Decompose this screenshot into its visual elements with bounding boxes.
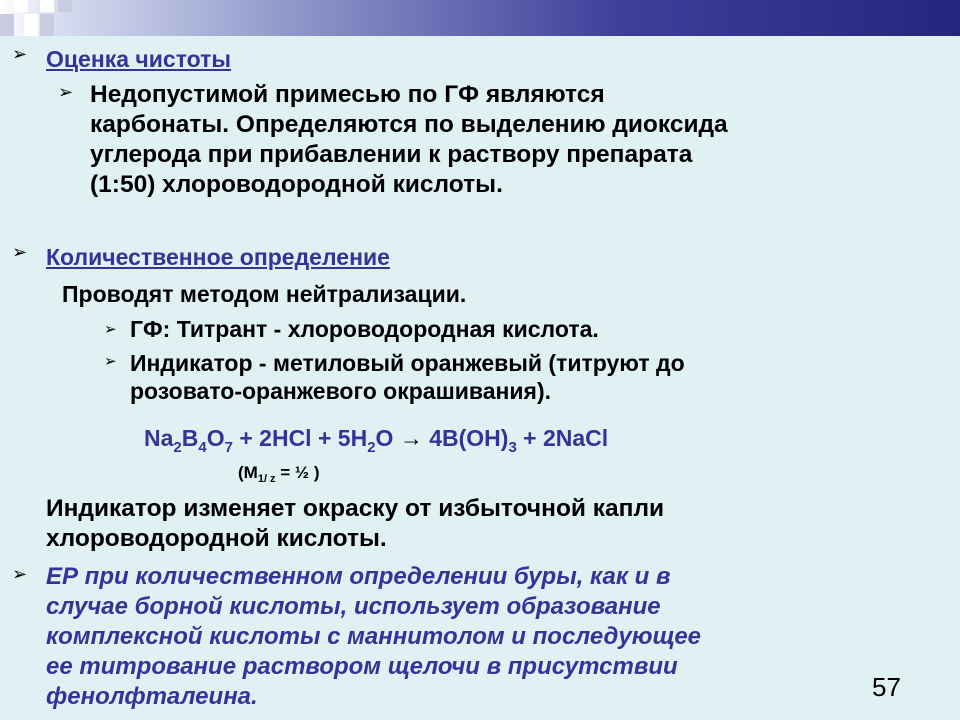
decor-square: [58, 0, 72, 12]
method-text: Проводят методом нейтрализации.: [62, 281, 467, 307]
eq-sub: 2: [367, 439, 376, 456]
text-line: карбонаты. Определяются по выделению диоксида: [90, 111, 728, 138]
text-line: фенолфталеина.: [46, 683, 258, 710]
eq-part: O: [206, 425, 225, 451]
bullet-arrow-icon: ➢: [58, 82, 74, 102]
eq-sub: 3: [508, 439, 517, 456]
bullet-arrow-icon: ➢: [12, 564, 28, 584]
bullet-arrow-icon: ➢: [12, 242, 28, 262]
decor-square: [0, 14, 14, 36]
text-line: случае борной кислоты, использует образование: [46, 593, 661, 620]
molar-sub: 1/ z: [257, 473, 276, 485]
section-heading-assay: Количественное определение: [46, 244, 390, 270]
header-bar: [0, 0, 960, 36]
eq-part: + 2HCl + 5H: [232, 425, 368, 451]
decor-square: [24, 14, 38, 36]
eq-sub: 2: [173, 439, 182, 456]
molar-mass-note: [238, 463, 320, 483]
text-line: Индикатор - метиловый оранжевый (титруют до: [130, 350, 685, 376]
text-line: (1:50) хлороводородной кислоты.: [90, 171, 503, 198]
molar-part: (M: [238, 463, 258, 482]
bullet-arrow-icon: ➢: [104, 321, 117, 338]
eq-part: 4B(OH): [422, 425, 509, 451]
titrant-text: ГФ: Титрант - хлороводородная кислота.: [130, 316, 599, 342]
section-heading-purity: Оценка чистоты: [46, 46, 232, 72]
bullet-arrow-icon: ➢: [104, 353, 117, 370]
decor-square: [14, 0, 28, 12]
eq-sub: 7: [224, 439, 233, 456]
molar-part: = ½ ): [275, 463, 320, 482]
text-line: комплексной кислоты с маннитолом и последующее: [46, 623, 702, 650]
page-number: 57: [872, 672, 901, 702]
decor-square: [40, 0, 54, 12]
text-line: Недопустимой примесью по ГФ являются: [90, 81, 605, 108]
text-line: углерода при прибавлении к раствору препарата: [90, 141, 693, 168]
eq-sub: 4: [198, 439, 207, 456]
eq-part: + 2NaCl: [516, 425, 609, 451]
ep-note: [46, 562, 701, 712]
eq-part: O: [375, 425, 400, 451]
text-line: Индикатор изменяет окраску от избыточной капли: [46, 495, 665, 522]
text-line: розовато-оранжевого окрашивания).: [130, 378, 552, 404]
reaction-arrow-icon: →: [399, 425, 423, 451]
purity-text: [90, 80, 728, 200]
text-line: хлороводородной кислоты.: [46, 525, 387, 552]
text-line: ее титрование раствором щелочи в присутствии: [46, 653, 678, 680]
eq-part: Na: [144, 425, 174, 451]
text-line: ЕР при количественном определении буры, как и в: [46, 563, 671, 590]
indicator-note: [46, 494, 664, 554]
eq-part: B: [181, 425, 199, 451]
decor-square: [40, 14, 54, 36]
bullet-arrow-icon: ➢: [12, 44, 28, 64]
reaction-equation: [144, 425, 609, 456]
indicator-text: [130, 349, 685, 405]
